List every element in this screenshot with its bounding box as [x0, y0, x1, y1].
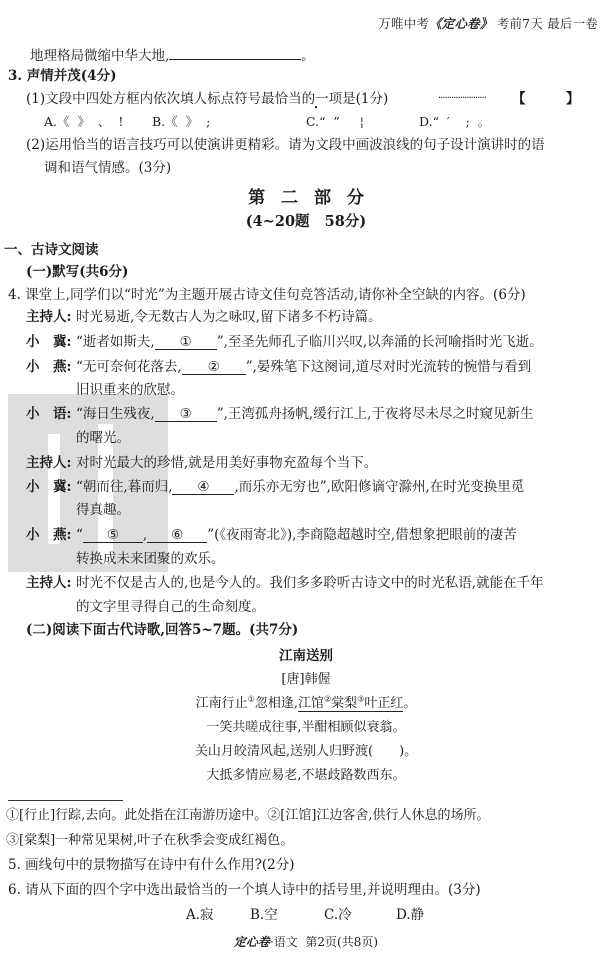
option-c: C.“ ” ¦: [306, 114, 364, 129]
dialogue-xiaoyu: [26, 404, 533, 424]
q6-option-a: A.寂: [186, 907, 214, 923]
speaker-label: 主持人:: [26, 575, 72, 591]
dialogue-continuation: 旧识重来的欣慰。: [76, 382, 184, 398]
dialogue-continuation: 的曙光。: [76, 430, 130, 446]
q2-tail-text: 地理格局微缩中华大地,: [30, 48, 170, 64]
dialogue-text: “: [76, 527, 83, 543]
answer-bracket-open: 【: [512, 91, 526, 107]
q2-tail-line: [30, 44, 315, 66]
dialogue-text: 时光易逝,令无数古人为之咏叹,留下诸多不朽诗篇。: [76, 309, 382, 325]
speaker-label: 主持人:: [26, 309, 72, 325]
answer-blank-4[interactable]: ④: [172, 479, 234, 495]
q5-stem: 5. 画线句中的景物描写在诗中有什么作用?(2分): [8, 857, 295, 873]
dialogue-text: 时光不仅是古人的,也是今人的。我们多多聆听古诗文中的时光私语,就能在千年: [76, 575, 544, 591]
q3-sub1-suffix: 的一项是(1分): [301, 91, 389, 107]
dialogue-continuation: 转换成未来团聚的欢乐。: [76, 551, 225, 567]
answer-bracket-close: 】: [566, 91, 580, 107]
q3-sub2-line2: 调和语气情感。(3分): [44, 160, 172, 176]
q3-sub2-line1: (2)运用恰当的语言技巧可以使演讲更精彩。请为文段中画波浪线的句子设计演讲时的语: [26, 137, 545, 153]
dialogue-text: “逝者如斯夫,: [76, 334, 155, 350]
dialogue-text: ”,王湾孤舟扬帆,缓行江上,于夜将尽未尽之时窥见新生: [216, 406, 534, 422]
dot-leader: ······················: [438, 93, 486, 104]
speaker-label: 小 语:: [26, 406, 72, 422]
poem-line-4: 大抵多情应易老,不堪歧路数西东。: [206, 768, 406, 783]
dialogue-text: “朝而往,暮而归,: [76, 479, 173, 495]
answer-blank-6[interactable]: ⑥: [147, 527, 207, 543]
footnote-ref: ①: [247, 694, 255, 704]
option-d: D.“ ′ ; 。: [419, 114, 491, 129]
footer-separator: ·: [269, 935, 274, 949]
page-footer: [0, 933, 612, 950]
q3-sub1: [26, 89, 606, 109]
dialogue-text: ”,晏殊笔下这阕词,道尽对时光流转的惋惜与看到: [245, 359, 532, 375]
emphasis-char: 恰 •: [275, 91, 289, 107]
footer-book: 定心卷: [233, 935, 270, 949]
poem-title: 江南送别: [279, 648, 333, 664]
speaker-label: 小 冀:: [26, 334, 72, 350]
answer-blank-1[interactable]: ①: [155, 334, 217, 350]
option-b: B.《 》 ;: [152, 114, 211, 129]
answer-blank-3[interactable]: ③: [155, 406, 217, 422]
answer-blank-5[interactable]: ⑤: [83, 527, 143, 543]
dialogue-xiaoji-2: [26, 477, 524, 497]
dialogue-text: ,而乐亦无穷也”,欧阳修谪守滁州,在时光变换里觅: [234, 479, 525, 495]
dialogue-text: 对时光最大的珍惜,就是用美好事物充盈每个当下。: [76, 455, 378, 471]
dialogue-continuation: 的文字里寻得自己的生命刻度。: [76, 599, 265, 615]
answer-blank[interactable]: [169, 44, 301, 60]
q6-stem: 6. 请从下面的四个字中选出最恰当的一个填人诗中的括号里,并说明理由。(3分): [8, 882, 481, 898]
dialogue-xiaoji-1: [26, 332, 543, 352]
poem-line-3: 关山月皎清风起,送别人归野渡( )。: [194, 744, 418, 759]
q3-title: 3. 声情并茂(4分): [8, 68, 117, 84]
book-title: 《定心卷》: [429, 16, 493, 31]
subsection-title: (一)默写(共6分): [26, 264, 129, 280]
part-title: 第 二 部 分: [248, 188, 364, 208]
footnote-ref: ③: [357, 694, 365, 704]
emphasis-char: 当 •: [288, 91, 302, 107]
dialogue-host-1: [26, 307, 382, 327]
part-subtitle: (4~20题 58分): [245, 213, 367, 230]
footnote-2: ③[棠梨]一种常见果树,叶子在秋季会变成红褐色。: [6, 833, 294, 848]
q6-option-b: B.空: [250, 907, 278, 923]
footnote-divider: [8, 800, 123, 801]
dialogue-text: ”,至圣先师孔子临川兴叹,以奔涌的长河喻指时光飞逝。: [216, 334, 543, 350]
q6-option-d: D.静: [396, 907, 425, 923]
page-number: 第2页(共8页): [305, 935, 379, 949]
emphasis-char: 最 •: [261, 91, 275, 107]
q3-sub1-prefix: (1)文段中四处方框内依次填人标点符号: [26, 91, 262, 107]
answer-blank-2[interactable]: ②: [182, 359, 246, 375]
publisher-name: 万唯中考: [378, 16, 430, 31]
poem-line-1: 江南行止①忽相逢,江馆②棠梨③叶正红。: [195, 694, 417, 711]
dialogue-host-2: [26, 453, 377, 473]
dialogue-text: ,: [142, 527, 148, 543]
speaker-label: 主持人:: [26, 455, 72, 471]
footnote-ref: ②: [323, 694, 332, 704]
speaker-label: 小 燕:: [26, 527, 72, 543]
subsection-title-2: (二)阅读下面古代诗歌,回答5~7题。(共7分): [26, 622, 299, 638]
q6-option-c: C.冷: [324, 907, 352, 923]
page-header: [378, 14, 598, 32]
section-title: 一、古诗文阅读: [4, 242, 99, 258]
q2-tail-end: 。: [301, 48, 315, 64]
speaker-label: 小 燕:: [26, 359, 72, 375]
underlined-sentence: 江馆②棠梨③叶正红: [297, 694, 404, 711]
dialogue-xiaoyan-2: [26, 525, 517, 545]
footer-subject: 语文: [273, 935, 298, 949]
footnote-1: ①[行止]行踪,去向。此处指在江南游历途中。②[江馆]江边客舍,供行人休息的场所。: [6, 808, 490, 823]
dialogue-xiaoyan-1: [26, 357, 531, 377]
q4-stem: 4. 课堂上,同学们以“时光”为主题开展古诗文佳句竞答活动,请你补全空缺的内容。(6分): [8, 287, 526, 303]
dialogue-text: “无可奈何花落去,: [76, 359, 182, 375]
option-a: A.《 》 、 !: [44, 114, 124, 129]
answer-box[interactable]: [534, 89, 564, 107]
poem-line-2: 一笑共嗟成往事,半酣相顾似衰翁。: [206, 720, 406, 735]
speaker-label: 小 冀:: [26, 479, 72, 495]
dialogue-text: ”(《夜雨寄北》),李商隐超越时空,借想象把眼前的凄苦: [207, 527, 517, 543]
header-subtitle: 考前7天 最后一卷: [496, 16, 598, 31]
dialogue-text: “海日生残夜,: [76, 406, 155, 422]
dialogue-continuation: 得真趣。: [76, 502, 130, 518]
poem-author: [唐]韩偓: [281, 672, 331, 687]
dialogue-host-3: [26, 573, 544, 593]
